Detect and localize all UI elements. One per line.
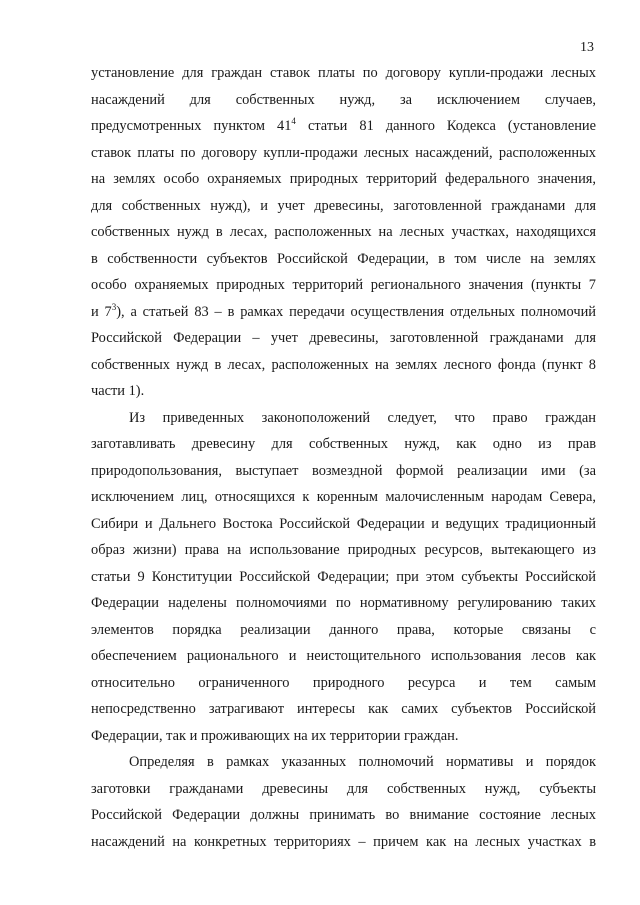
superscript: 3 [111, 301, 117, 312]
text-line: заготавливать древесину для собственных нужд, как одно из прав [91, 436, 596, 452]
text-line: непосредственно затрагивают интересы как самих субъектов Российской [91, 701, 596, 717]
paragraph-1 [91, 60, 596, 405]
text-line: установление для граждан ставок платы по договору купли-продажи лесных [91, 65, 596, 81]
text-line: Российской Федерации – учет древесины, заготовленной гражданами для [91, 330, 596, 346]
text-line: для собственных нужд), и учет древесины, заготовленной гражданами для [91, 197, 596, 214]
text-line: собственных нужд в лесах, расположенных на землях лесного фонда (пункт 8 [91, 356, 596, 373]
page-number: 13 [580, 40, 594, 55]
text-line: Определяя в рамках указанных полномочий нормативы и порядок [129, 754, 596, 770]
text-fragment: предусмотренных пунктом 41 [91, 118, 292, 134]
text-line: статьи 9 Конституции Российской Федерации; при этом субъекты Российской [91, 568, 596, 585]
text-line: элементов порядка реализации данного права, которые связаны с [91, 621, 596, 638]
superscript: 4 [291, 116, 296, 126]
text-line: образ жизни) права на использование природных ресурсов, вытекающего из [91, 542, 596, 558]
text-line: Российской Федерации должны принимать во внимание состояние лесных [91, 807, 596, 823]
text-line: заготовки гражданами древесины для собственных нужд, субъекты [91, 780, 596, 797]
text-line: насаждений для собственных нужд, за исключением случаев, [91, 91, 596, 108]
paragraph-2 [91, 405, 596, 750]
paragraph-3 [91, 749, 596, 855]
text-line: относительно ограниченного природного ресурса и тем самым [91, 674, 596, 691]
text-line: ставок платы по договору купли-продажи лесных насаждений, расположенных [91, 144, 596, 161]
document-body [91, 60, 596, 855]
text-line: исключением лиц, относящихся к коренным малочисленным народам Севера, [91, 489, 596, 505]
text-line: особо охраняемых природных территорий регионального значения (пункты 7 [91, 277, 596, 293]
text-line: Федерации, так и проживающих на их территории граждан. [91, 727, 459, 744]
text-line-with-superscript [91, 113, 596, 140]
text-line: насаждений на конкретных территориях – причем как на лесных участках в [91, 833, 596, 850]
text-line: Федерации наделены полномочиями по нормативному регулированию таких [91, 595, 596, 611]
text-line: собственных нужд в лесах, расположенных на лесных участках, находящихся [91, 224, 596, 240]
text-line: части 1). [91, 383, 145, 399]
text-fragment: статьи 81 данного Кодекса (установление [295, 118, 596, 134]
text-line: в собственности субъектов Российской Федерации, в том числе на землях [91, 250, 596, 267]
text-fragment: и 7 [91, 303, 112, 320]
text-line-with-superscript [91, 299, 596, 326]
text-fragment: ), а статьей 83 – в рамках передачи осуществления отдельных полномочий [116, 303, 596, 320]
text-line: Из приведенных законоположений следует, что право граждан [129, 409, 596, 426]
text-line: обеспечением рационального и неистощительного использования лесов как [91, 648, 596, 664]
text-line: на землях особо охраняемых природных территорий федерального значения, [91, 171, 596, 187]
text-line: Сибири и Дальнего Востока Российской Федерации и ведущих традиционный [91, 515, 596, 532]
text-line: природопользования, выступает возмездной формой реализации ими (за [91, 462, 596, 479]
